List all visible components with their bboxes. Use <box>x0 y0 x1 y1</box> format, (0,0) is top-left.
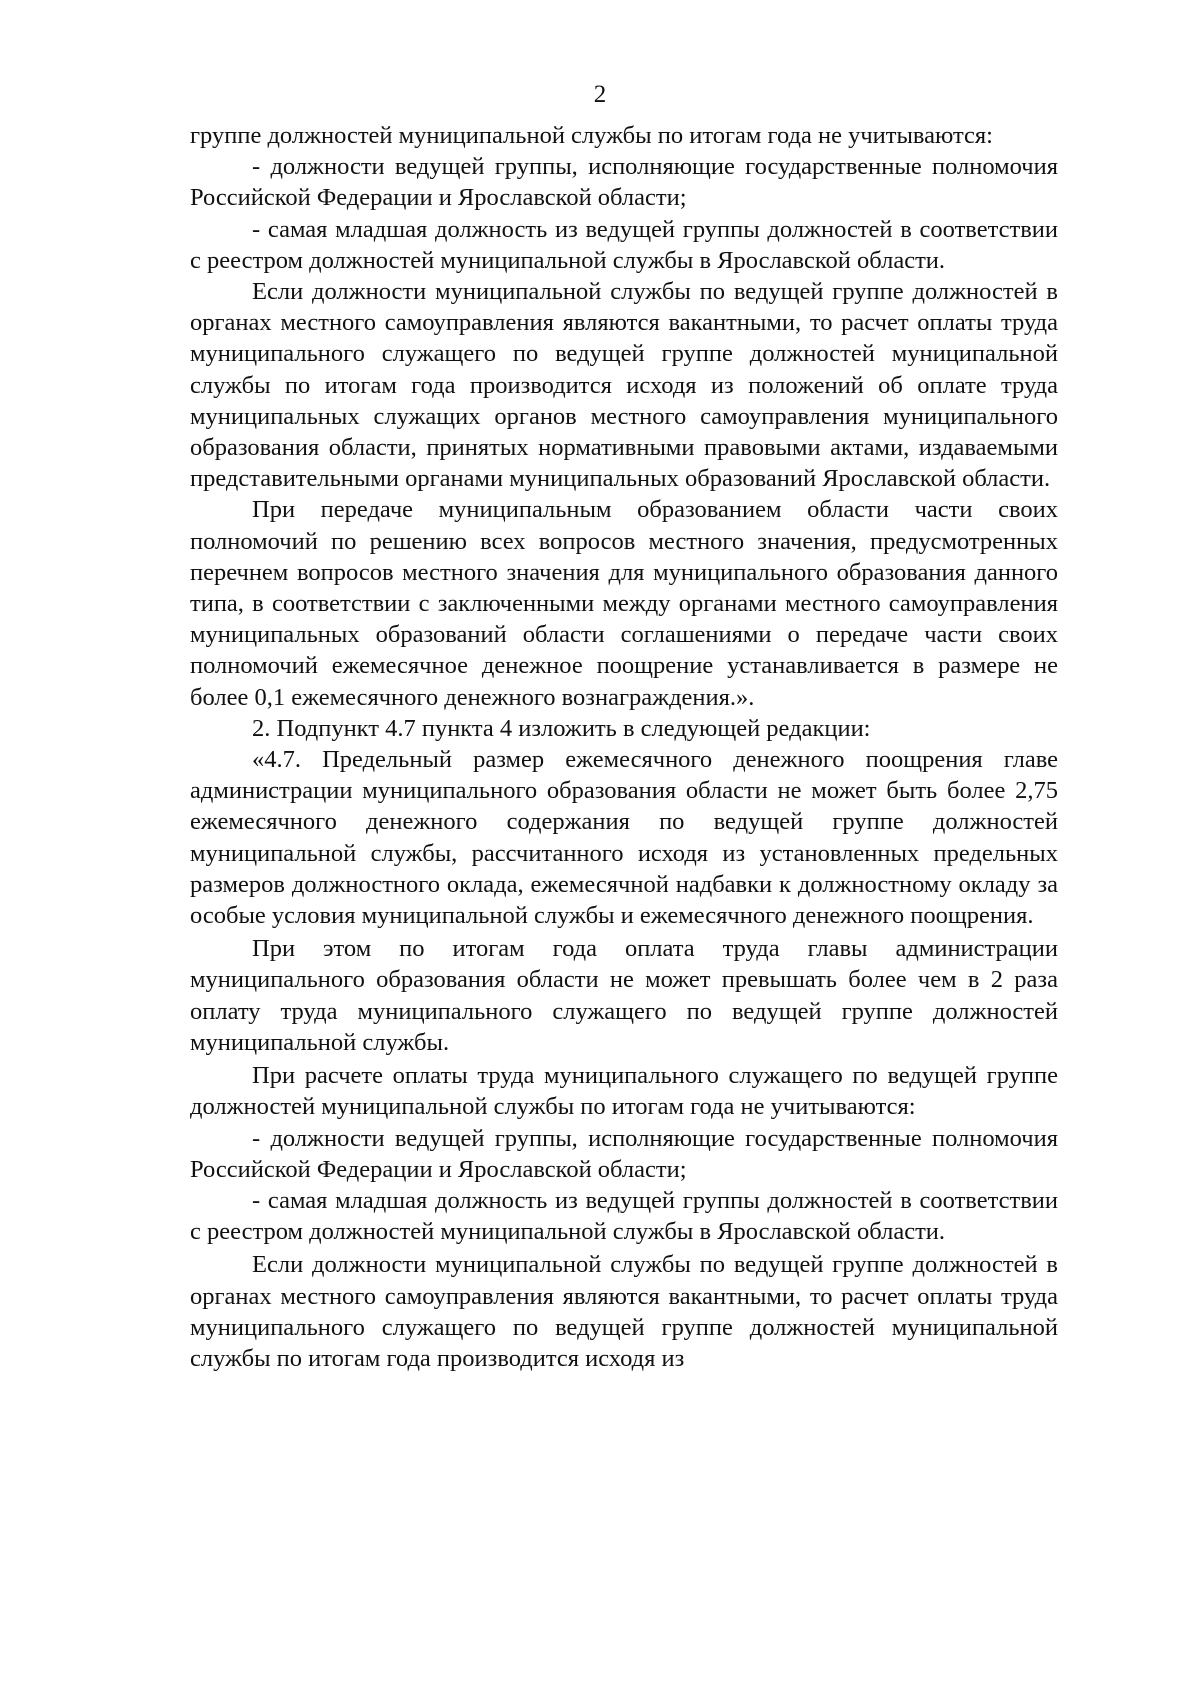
list-item: - самая младшая должность из ведущей группы должностей в соответствии с реестром должностей муниципальной службы в Ярославской области. <box>190 215 1058 274</box>
paragraph: При передаче муниципальным образованием области части своих полномочий по решению всех вопросов местного значения, предусмотренных перечнем вопросов местного значения для муниципального образования данного типа, в соответствии с заключенными между органами местного самоуправления муниципальных образований области соглашениями о передаче части своих полномочий ежемесячное денежное поощрение устанавливается в размере не более 0,1 ежемесячного денежного вознаграждения.». <box>190 496 1058 711</box>
paragraph: При этом по итогам года оплата труда главы администрации муниципального образования области не может превышать более чем в 2 раза оплату труда муниципального служащего по ведущей группе должностей муниципальной службы. <box>190 935 1058 1056</box>
list-item: - должности ведущей группы, исполняющие государственные полномочия Российской Федерации и Ярославской области; <box>190 1124 1058 1183</box>
paragraph: Если должности муниципальной службы по ведущей группе должностей в органах местного самоуправления являются вакантными, то расчет оплаты труда муниципального служащего по ведущей группе должностей муниципальной службы по итогам года производится исходя из <box>190 1251 1058 1372</box>
document-body <box>190 120 1058 1374</box>
list-item: - самая младшая должность из ведущей группы должностей в соответствии с реестром должностей муниципальной службы в Ярославской области. <box>190 1186 1058 1246</box>
paragraph: «4.7. Предельный размер ежемесячного денежного поощрения главе администрации муниципального образования области не может быть более 2,75 ежемесячного денежного содержания по ведущей группе должностей муниципальной службы, рассчитанного исходя из установленных предельных размеров должностного оклада, ежемесячной надбавки к должностному окладу за особые условия муниципальной службы и ежемесячного денежного поощрения. <box>190 746 1058 930</box>
paragraph: Если должности муниципальной службы по ведущей группе должностей в органах местного самоуправления являются вакантными, то расчет оплаты труда муниципального служащего по ведущей группе должностей муниципальной службы по итогам года производится исходя из положений об оплате труда муниципальных служащих органов местного самоуправления муниципального образования области, принятых нормативными правовыми актами, издаваемыми представительными органами муниципальных образований Ярославской области. <box>190 278 1058 493</box>
paragraph: При расчете оплаты труда муниципального служащего по ведущей группе должностей муниципальной службы по итогам года не учитываются: <box>190 1062 1058 1121</box>
list-item: - должности ведущей группы, исполняющие государственные полномочия Российской Федерации и Ярославской области; <box>190 153 1058 212</box>
paragraph: группе должностей муниципальной службы по итогам года не учитываются: <box>190 122 993 149</box>
page-number: 2 <box>593 81 607 108</box>
paragraph: 2. Подпункт 4.7 пункта 4 изложить в следующей редакции: <box>252 714 871 742</box>
